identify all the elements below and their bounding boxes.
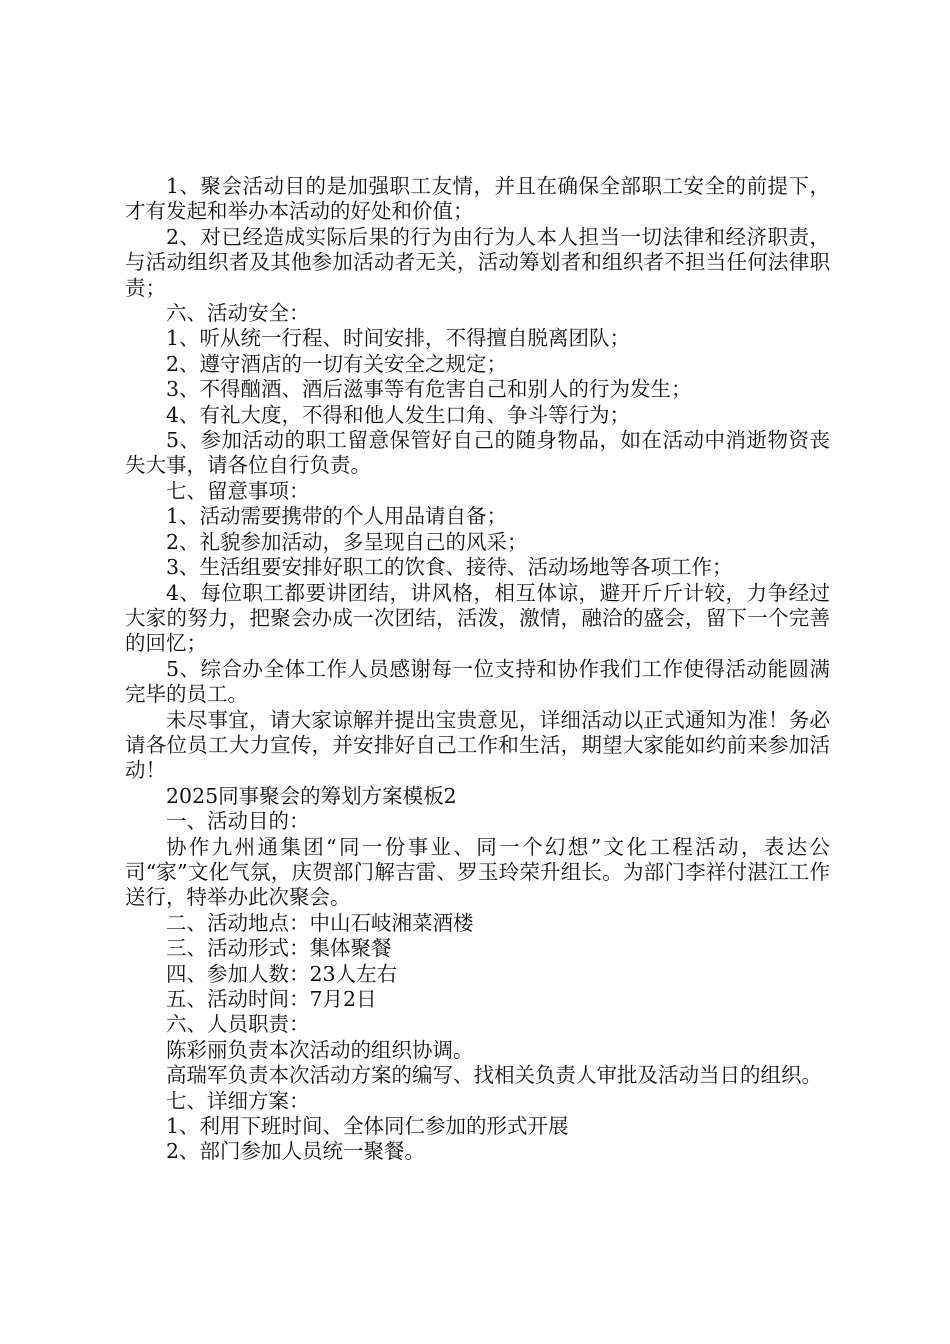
list-item: 5、参加活动的职工留意保管好自己的随身物品，如在活动中消逝物资丧失大事，请各位自行负责。 (125, 428, 830, 478)
list-item: 4、每位职工都要讲团结，讲风格，相互体谅，避开斤斤计较，力争经过大家的努力，把聚会办成一次团结，活泼，激情，融洽的盛会，留下一个完善的回忆； (125, 580, 830, 656)
template-title: 2025同事聚会的筹划方案模板2 (166, 783, 457, 808)
purpose-text: 协作九州通集团“同一份事业、同一个幻想”文化工程活动，表达公司“家”文化气氛，庆贺部门解吉雷、罗玉玲荣升组长。为部门李祥付湛江工作送行，特举办此次聚会。 (125, 834, 830, 910)
duty-item: 高瑞军负责本次活动方案的编写、找相关负责人审批及活动当日的组织。 (166, 1063, 822, 1088)
event-format: 三、活动形式：集体聚餐 (166, 936, 392, 961)
section-heading-notes: 七、留意事项： (166, 478, 310, 503)
list-item: 1、活动需要携带的个人用品请自备； (166, 504, 508, 529)
document-body (125, 174, 830, 1165)
duty-item: 陈彩丽负责本次活动的组织协调。 (166, 1037, 474, 1062)
section-heading-safety: 六、活动安全： (166, 301, 310, 326)
list-item: 1、听从统一行程、时间安排，不得擅自脱离团队； (166, 326, 631, 351)
paragraph-liability: 2、对已经造成实际后果的行为由行为人本人担当一切法律和经济职责，与活动组织者及其他参加活动者无关，活动筹划者和组织者不担当任何法律职责； (125, 224, 830, 300)
list-item: 1、利用下班时间、全体同仁参加的形式开展 (166, 1114, 569, 1139)
list-item: 2、部门参加人员统一聚餐。 (166, 1139, 426, 1164)
event-location: 二、活动地点：中山石岐湘菜酒楼 (166, 910, 474, 935)
list-item: 2、遵守酒店的一切有关安全之规定； (166, 351, 508, 376)
event-date: 五、活动时间：7月2日 (166, 987, 377, 1011)
paragraph-purpose-1: 1、聚会活动目的是加强职工友情，并且在确保全部职工安全的前提下，才有发起和举办本活动的好处和价值； (125, 174, 830, 224)
list-item: 3、生活组要安排好职工的饮食、接待、活动场地等各项工作； (166, 555, 733, 580)
list-item: 5、综合办全体工作人员感谢每一位支持和协作我们工作使得活动能圆满完毕的员工。 (125, 656, 830, 707)
list-item: 4、有礼大度，不得和他人发生口角、争斗等行为； (166, 402, 631, 427)
list-item: 3、不得酗酒、酒后滋事等有危害自己和别人的行为发生； (166, 377, 692, 402)
section-heading-plan: 七、详细方案： (166, 1088, 310, 1113)
section-heading-purpose: 一、活动目的： (166, 809, 310, 834)
list-item: 2、礼貌参加活动，多呈现自己的风采； (166, 529, 528, 554)
section-heading-duties: 六、人员职责： (166, 1012, 310, 1037)
closing-remarks: 未尽事宜，请大家谅解并提出宝贵意见，详细活动以正式通知为准！务必请各位员工大力宣传，并安排好自己工作和生活，期望大家能如约前来参加活动！ (125, 707, 830, 783)
attendee-count: 四、参加人数：23人左右 (166, 961, 398, 986)
